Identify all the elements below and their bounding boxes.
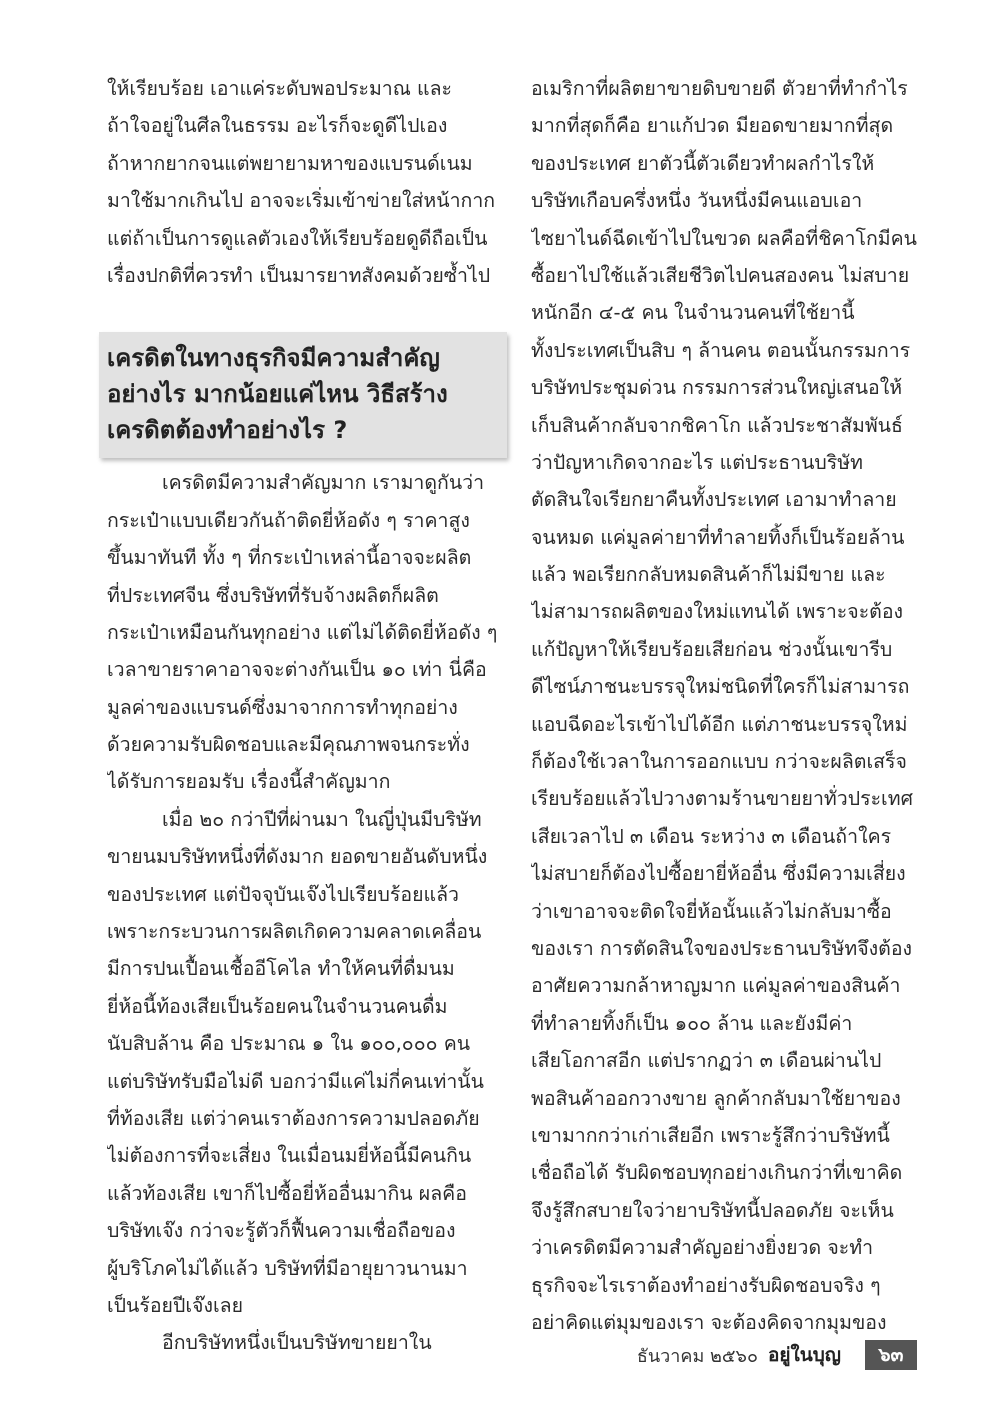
text-line: มากที่สุดก็คือ ยาแก้ปวด มียอดขายมากที่สุด	[531, 114, 894, 138]
text-line: ไม่สามารถผลิตของใหม่แทนได้ เพราะจะต้อง	[531, 600, 904, 624]
text-line: อย่าคิดแต่มุมของเรา จะต้องคิดจากมุมของ	[531, 1310, 887, 1334]
text-line: จนหมด แค่มูลค่ายาที่ทำลายทิ้งก็เป็นร้อยล้าน	[531, 525, 905, 549]
body-text	[107, 464, 499, 1361]
text-line: แต่ถ้าเป็นการดูแลตัวเองให้เรียบร้อยดูดีถือเป็น	[107, 226, 488, 250]
text-line: ถ้าหากยากจนแต่พยายามหาของแบรนด์เนม	[107, 151, 473, 175]
text-line: เสียเวลาไป ๓ เดือน ระหว่าง ๓ เดือนถ้าใคร	[531, 824, 892, 848]
text-line: แก้ปัญหาให้เรียบร้อยเสียก่อน ช่วงนั้นเขารีบ	[531, 637, 893, 661]
text-line: ที่ท้องเสีย แต่ว่าคนเราต้องการความปลอดภัย	[107, 1106, 480, 1130]
text-line: อีกบริษัทหนึ่งเป็นบริษัทขายยาใน	[162, 1331, 432, 1355]
text-line: อาศัยความกล้าหาญมาก แค่มูลค่าของสินค้า	[531, 974, 901, 998]
text-line: แล้วท้องเสีย เขาก็ไปซื้อยี่ห้ออื่นมากิน ผลคือ	[107, 1181, 467, 1205]
text-line: ที่ประเทศจีน ซึ่งบริษัทที่รับจ้างผลิตก็ผลิต	[107, 583, 439, 607]
text-line: บริษัทเกือบครึ่งหนึ่ง วันหนึ่งมีคนแอบเอา	[531, 189, 863, 213]
text-line: ว่าเขาอาจจะติดใจยี่ห้อนั้นแล้วไม่กลับมาซื้อ	[531, 899, 892, 923]
section-heading	[99, 332, 507, 458]
text-line: ขายนมบริษัทหนึ่งที่ดังมาก ยอดขายอันดับหนึ่ง	[107, 845, 488, 869]
heading-line: เครดิตต้องทำอย่างไร ?	[107, 416, 348, 445]
left-column	[107, 70, 499, 1362]
issue-date: ธันวาคม ๒๕๖๐	[636, 1345, 758, 1367]
heading-line: อย่างไร มากน้อยแค่ไหน วิธีสร้าง	[107, 380, 448, 409]
text-line: ตัดสินใจเรียกยาคืนทั้งประเทศ เอามาทำลาย	[531, 488, 897, 512]
text-line: ถ้าใจอยู่ในศีลในธรรม อะไรก็จะดูดีไปเอง	[107, 114, 448, 138]
text-line: ไซยาไนด์ฉีดเข้าไปในขวด ผลคือที่ชิคาโกมีคน	[531, 226, 918, 250]
text-line: แต่บริษัทรับมือไม่ดี บอกว่ามีแค่ไม่กี่คนเท่านั้น	[107, 1069, 484, 1093]
text-line: ไม่ต้องการที่จะเสี่ยง ในเมื่อนมยี่ห้อนี้มีคนกิน	[107, 1144, 472, 1168]
text-line: มาใช้มากเกินไป อาจจะเริ่มเข้าข่ายใส่หน้ากาก	[107, 189, 496, 213]
text-line: ของประเทศ ยาตัวนี้ตัวเดียวทำผลกำไรให้	[531, 151, 875, 175]
text-line: บริษัทเจ๊ง กว่าจะรู้ตัวก็ฟื้นความเชื่อถือของ	[107, 1219, 456, 1243]
text-line: ขึ้นมาทันที ทั้ง ๆ ที่กระเป๋าเหล่านี้อาจจะผลิต	[107, 546, 472, 570]
right-column	[531, 70, 923, 1341]
text-line: เขามากกว่าเก่าเสียอีก เพราะรู้สึกว่าบริษัทนี้	[531, 1123, 890, 1147]
text-line: ดีไซน์ภาชนะบรรจุใหม่ชนิดที่ใครก็ไม่สามารถ	[531, 675, 910, 699]
text-line: ให้เรียบร้อย เอาแค่ระดับพอประมาณ และ	[107, 77, 453, 100]
text-line: แอบฉีดอะไรเข้าไปได้อีก แต่ภาชนะบรรจุใหม่	[531, 712, 908, 736]
text-line: มีการปนเปื้อนเชื้ออีโคไล ทำให้คนที่ดื่มนม	[107, 957, 455, 981]
page-footer	[637, 1340, 917, 1370]
text-line: ไม่สบายก็ต้องไปซื้อยายี่ห้ออื่น ซึ่งมีความเสี่ยง	[531, 862, 906, 886]
text-line: ว่าเครดิตมีความสำคัญอย่างยิ่งยวด จะทำ	[531, 1236, 874, 1260]
text-line: หนักอีก ๔-๕ คน ในจำนวนคนที่ใช้ยานี้	[531, 301, 855, 325]
text-line: ว่าปัญหาเกิดจากอะไร แต่ประธานบริษัท	[531, 450, 863, 474]
text-line: เครดิตมีความสำคัญมาก เรามาดูกันว่า	[162, 471, 485, 495]
text-line: กระเป๋าเหมือนกันทุกอย่าง แต่ไม่ได้ติดยี่ห้อดัง ๆ	[107, 620, 498, 644]
text-line: ทั้งประเทศเป็นสิบ ๆ ล้านคน ตอนนั้นกรรมการ	[531, 338, 911, 362]
text-line: ยี่ห้อนี้ท้องเสียเป็นร้อยคนในจำนวนคนดื่ม	[107, 994, 448, 1018]
intro-paragraph	[107, 70, 499, 294]
text-line: เวลาขายราคาอาจจะต่างกันเป็น ๑๐ เท่า นี่คือ	[107, 658, 487, 682]
text-line: อเมริกาที่ผลิตยาขายดิบขายดี ตัวยาที่ทำกำไร	[531, 77, 908, 100]
text-line: แล้ว พอเรียกกลับหมดสินค้าก็ไม่มีขาย และ	[531, 563, 886, 587]
text-line: เสียโอกาสอีก แต่ปรากฏว่า ๓ เดือนผ่านไป	[531, 1049, 882, 1073]
text-line: จึงรู้สึกสบายใจว่ายาบริษัทนี้ปลอดภัย จะเห็น	[531, 1198, 894, 1222]
page-number: ๖๓	[865, 1340, 917, 1370]
text-line: เป็นร้อยปีเจ๊งเลย	[107, 1293, 244, 1317]
text-line: เพราะกระบวนการผลิตเกิดความคลาดเคลื่อน	[107, 920, 482, 944]
text-line: เมื่อ ๒๐ กว่าปีที่ผ่านมา ในญี่ปุ่นมีบริษัท	[162, 807, 482, 831]
text-line: ก็ต้องใช้เวลาในการออกแบบ กว่าจะผลิตเสร็จ	[531, 750, 907, 774]
text-line: บริษัทประชุมด่วน กรรมการส่วนใหญ่เสนอให้	[531, 376, 903, 400]
heading-line: เครดิตในทางธุรกิจมีความสำคัญ	[107, 344, 440, 373]
text-line: เรื่องปกติที่ควรทำ เป็นมารยาทสังคมด้วยซ้ำไป	[107, 263, 491, 287]
text-line: เก็บสินค้ากลับจากชิคาโก แล้วประชาสัมพันธ์	[531, 413, 903, 437]
text-line: ของเรา การตัดสินใจของประธานบริษัทจึงต้อง	[531, 936, 913, 960]
text-line: ซื้อยาไปใช้แล้วเสียชีวิตไปคนสองคน ไม่สบาย	[531, 263, 910, 287]
text-line: ที่ทำลายทิ้งก็เป็น ๑๐๐ ล้าน และยังมีค่า	[531, 1011, 853, 1035]
text-line: เชื่อถือได้ รับผิดชอบทุกอย่างเกินกว่าที่เขาคิด	[531, 1161, 903, 1185]
text-line: ด้วยความรับผิดชอบและมีคุณภาพจนกระทั่ง	[107, 733, 470, 757]
text-line: ธุรกิจจะไรเราต้องทำอย่างรับผิดชอบจริง ๆ	[531, 1273, 881, 1297]
magazine-name: อยู่ในบุญ	[767, 1344, 841, 1366]
text-line: มูลค่าของแบรนด์ซึ่งมาจากการทำทุกอย่าง	[107, 695, 458, 719]
text-line: ผู้บริโภคไม่ได้แล้ว บริษัทที่มีอายุยาวนานมา	[107, 1256, 468, 1280]
text-line: กระเป๋าแบบเดียวกันถ้าติดยี่ห้อดัง ๆ ราคาสูง	[107, 508, 470, 532]
text-line: เรียบร้อยแล้วไปวางตามร้านขายยาทั่วประเทศ	[531, 787, 913, 811]
text-line: นับสิบล้าน คือ ประมาณ ๑ ใน ๑๐๐,๐๐๐ คน	[107, 1032, 471, 1056]
text-line: พอสินค้าออกวางขาย ลูกค้ากลับมาใช้ยาของ	[531, 1086, 901, 1110]
text-line: ได้รับการยอมรับ เรื่องนี้สำคัญมาก	[107, 770, 391, 794]
text-line: ของประเทศ แต่ปัจจุบันเจ๊งไปเรียบร้อยแล้ว	[107, 882, 459, 906]
